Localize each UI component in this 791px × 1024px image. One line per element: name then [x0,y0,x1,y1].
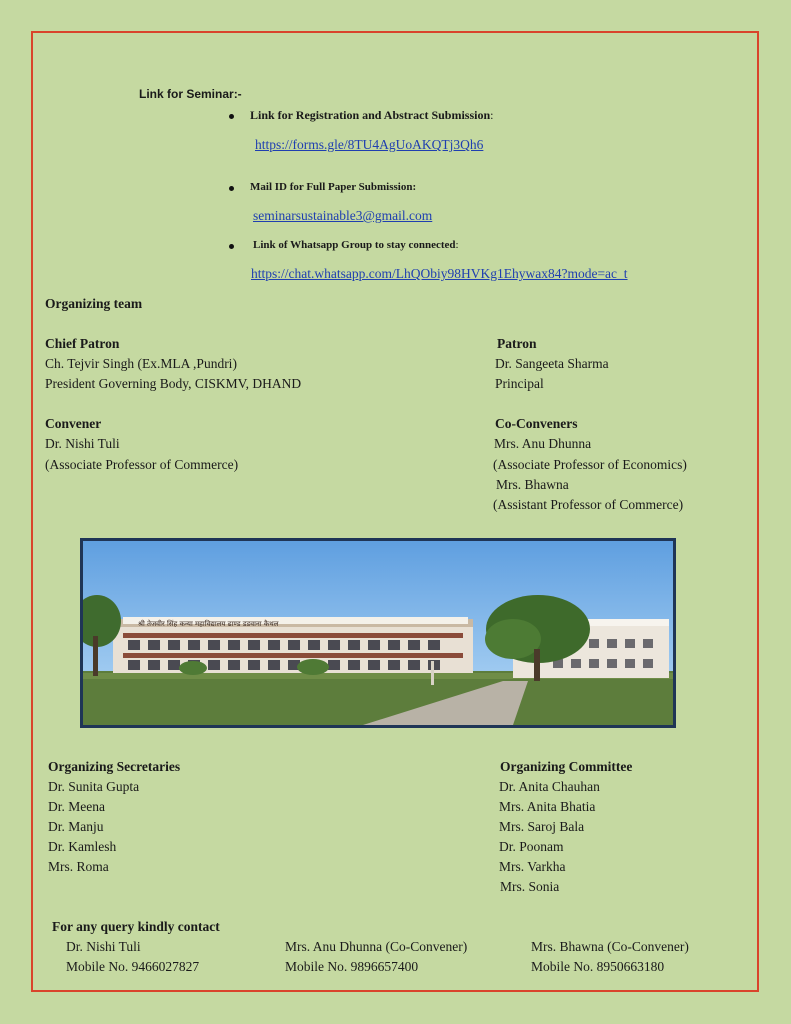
committee-item: Dr. Anita Chauhan [499,779,600,794]
college-building-illustration [83,541,673,725]
committee-item: Dr. Poonam [499,839,564,854]
chief-patron-role: President Governing Body, CISKMV, DHAND [45,376,302,391]
registration-label-colon: : [490,108,494,122]
patron-name: Dr. Sangeeta Sharma [495,356,609,371]
college-name-banner: श्री तेजवीर सिंह कन्या महाविद्यालय ढाण्ड डडवाना कैथल [138,620,279,628]
co-convener-1-name: Mrs. Anu Dhunna [494,436,592,451]
bullet-icon [229,114,234,119]
convener-role: (Associate Professor of Commerce) [45,457,239,472]
convener-title: Convener [45,416,102,431]
bullet-icon [229,186,234,191]
bullet-icon [229,244,234,249]
whatsapp-label [253,239,459,251]
committee-item: Mrs. Saroj Bala [499,819,585,834]
secretary-item: Dr. Meena [48,799,105,814]
secretary-item: Dr. Kamlesh [48,839,117,854]
committee-item: Mrs. Varkha [499,859,566,874]
committee-item: Mrs. Anita Bhatia [499,799,596,814]
committee-item: Mrs. Sonia [500,879,560,894]
co-convener-1-role: (Associate Professor of Economics) [493,457,687,472]
whatsapp-link[interactable]: https://chat.whatsapp.com/LhQObiy98HVKg1Ehywax84?mode=ac_t [251,266,628,281]
chief-patron-title: Chief Patron [45,336,120,351]
co-convener-2-role: (Assistant Professor of Commerce) [493,497,684,512]
mail-label: Mail ID for Full Paper Submission: [250,181,417,193]
contact-heading: For any query kindly contact [52,919,220,934]
contact-mobile: Mobile No. 8950663180 [531,959,665,974]
co-conveners-title: Co-Conveners [495,416,578,431]
whatsapp-label-colon: : [455,239,459,251]
secretary-item: Dr. Manju [48,819,104,834]
mail-link[interactable]: seminarsustainable3@gmail.com [253,208,433,223]
contact-name: Mrs. Anu Dhunna (Co-Convener) [285,939,468,954]
seminar-links-heading: Link for Seminar:- [139,87,242,101]
chief-patron-name: Ch. Tejvir Singh (Ex.MLA ,Pundri) [45,356,237,371]
co-convener-2-name: Mrs. Bhawna [496,477,569,492]
secretaries-title: Organizing Secretaries [48,759,181,774]
contact-name: Dr. Nishi Tuli [66,939,141,954]
contact-name: Mrs. Bhawna (Co-Convener) [531,939,689,954]
college-photo [80,538,676,728]
secretary-item: Dr. Sunita Gupta [48,779,140,794]
whatsapp-label-text: Link of Whatsapp Group to stay connected [253,239,456,251]
registration-label-text: Link for Registration and Abstract Submission [250,108,491,122]
convener-name: Dr. Nishi Tuli [45,436,120,451]
registration-label [250,108,494,123]
committee-title: Organizing Committee [500,759,633,774]
patron-role: Principal [495,376,544,391]
contact-mobile: Mobile No. 9896657400 [285,959,419,974]
secretary-item: Mrs. Roma [48,859,109,874]
contact-mobile: Mobile No. 9466027827 [66,959,200,974]
patron-title: Patron [497,336,537,351]
registration-link[interactable]: https://forms.gle/8TU4AgUoAKQTj3Qh6 [255,137,484,152]
organizing-team-heading: Organizing team [45,296,143,311]
